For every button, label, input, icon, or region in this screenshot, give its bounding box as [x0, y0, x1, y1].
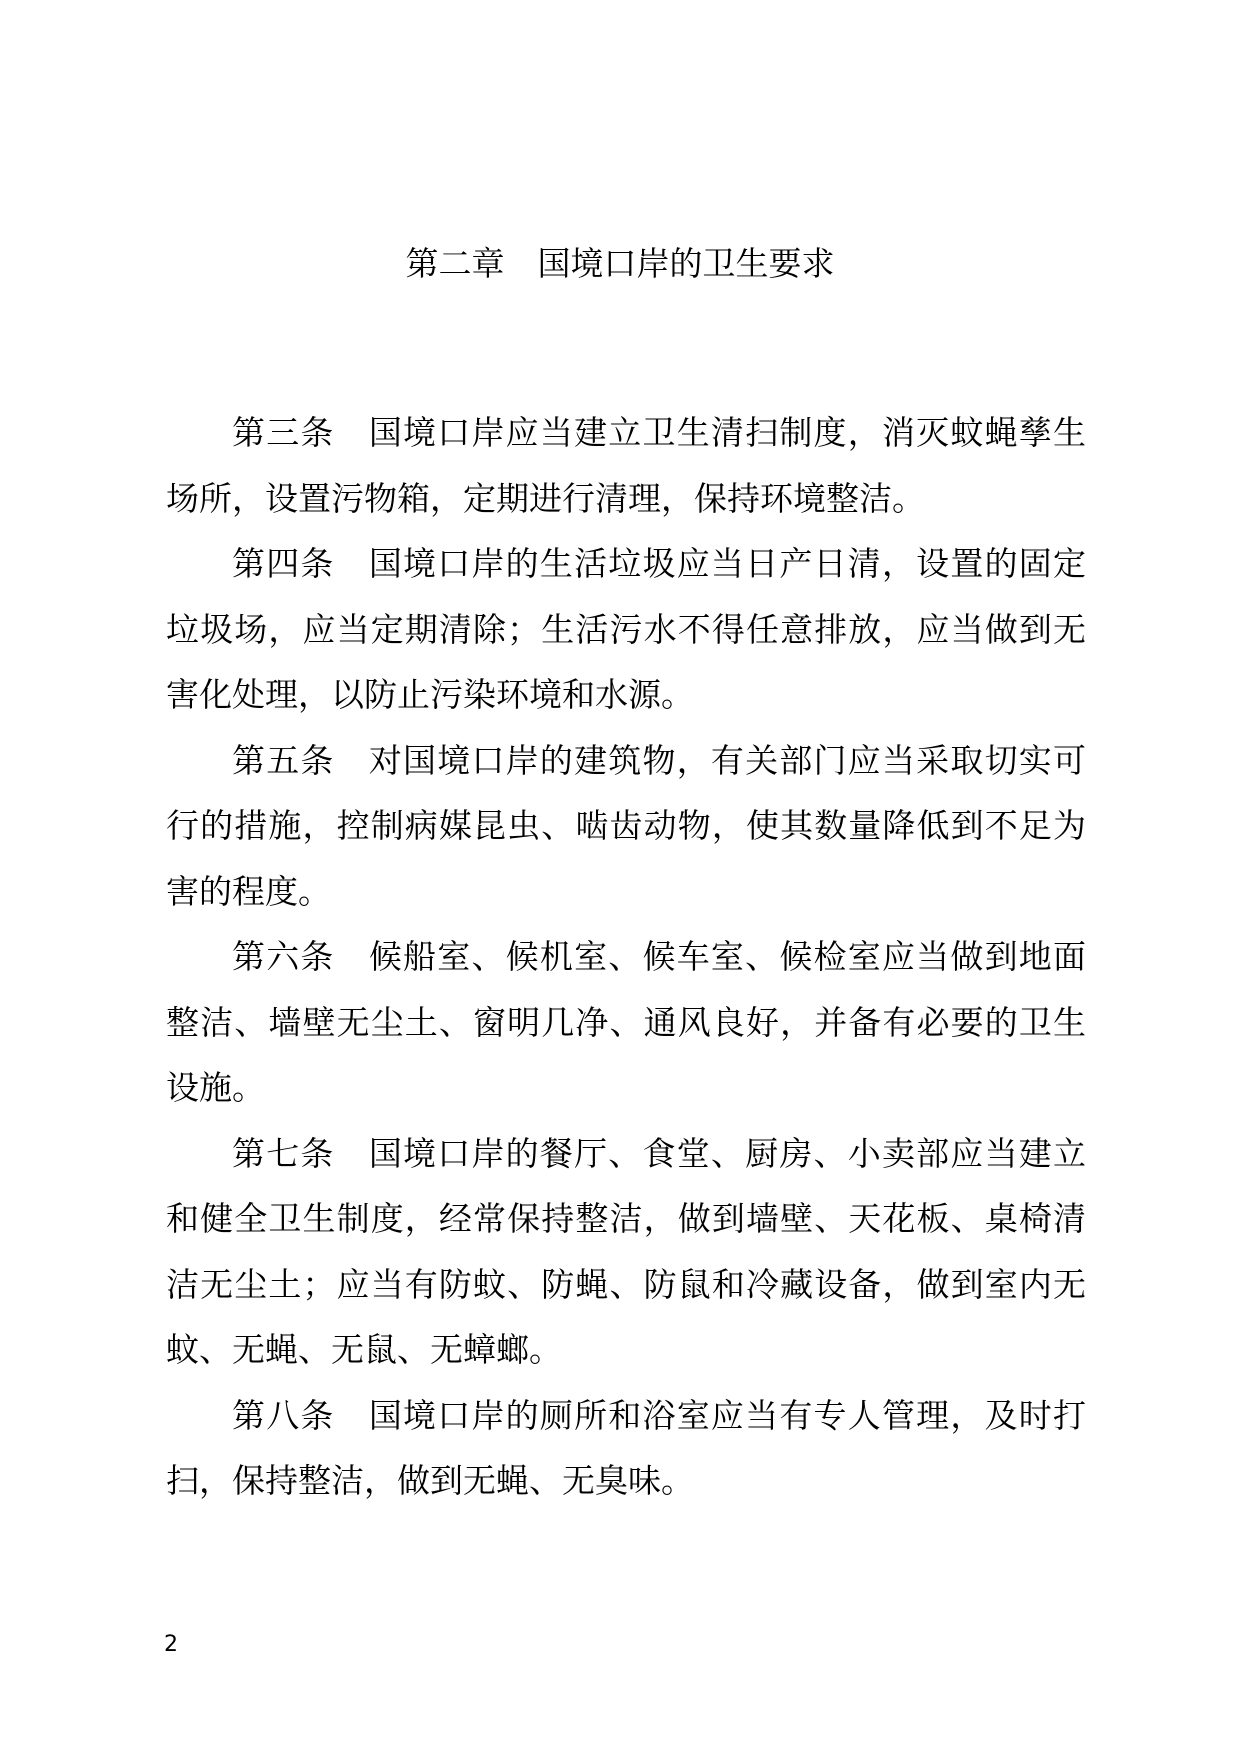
- article-paragraph: [166, 1383, 1086, 1514]
- article-text: 国境口岸的生活垃圾应当日产日清，设置的固定垃圾场，应当定期清除；生活污水不得任意排放，应当做到无害化处理，以防止污染环境和水源。: [166, 544, 1086, 714]
- article-paragraph: [166, 728, 1086, 925]
- document-body: [166, 400, 1086, 1514]
- article-label: 第四条: [232, 544, 335, 583]
- article-label: 第三条: [232, 413, 335, 452]
- chapter-label: 第二章: [405, 244, 505, 283]
- article-label: 第五条: [232, 740, 335, 780]
- article-text: 国境口岸的餐厅、食堂、厨房、小卖部应当建立和健全卫生制度，经常保持整洁，做到墙壁、天花板、桌椅清洁无尘土；应当有防蚊、防蝇、防鼠和冷藏设备，做到室内无蚊、无蝇、无鼠、无蟑螂。: [166, 1133, 1086, 1369]
- article-text: 候船室、候机室、候车室、候检室应当做到地面整洁、墙壁无尘土、窗明几净、通风良好，并备有必要的卫生设施。: [166, 937, 1086, 1107]
- article-paragraph: [166, 924, 1086, 1121]
- article-text: 对国境口岸的建筑物，有关部门应当采取切实可行的措施，控制病媒昆虫、啮齿动物，使其数量降低到不足为害的程度。: [166, 740, 1086, 911]
- article-label: 第八条: [232, 1395, 335, 1435]
- article-paragraph: [166, 531, 1086, 728]
- article-paragraph: [166, 1121, 1086, 1383]
- article-text: 国境口岸应当建立卫生清扫制度，消灭蚊蝇孳生场所，设置污物箱，定期进行清理，保持环境整洁。: [166, 413, 1086, 518]
- article-paragraph: [166, 400, 1086, 531]
- page-number: 2: [164, 1632, 178, 1657]
- chapter-heading: 国境口岸的卫生要求: [537, 244, 835, 283]
- article-label: 第六条: [232, 937, 335, 976]
- chapter-title: [0, 240, 1240, 288]
- article-label: 第七条: [232, 1133, 335, 1173]
- article-text: 国境口岸的厕所和浴室应当有专人管理，及时打扫，保持整洁，做到无蝇、无臭味。: [166, 1395, 1086, 1500]
